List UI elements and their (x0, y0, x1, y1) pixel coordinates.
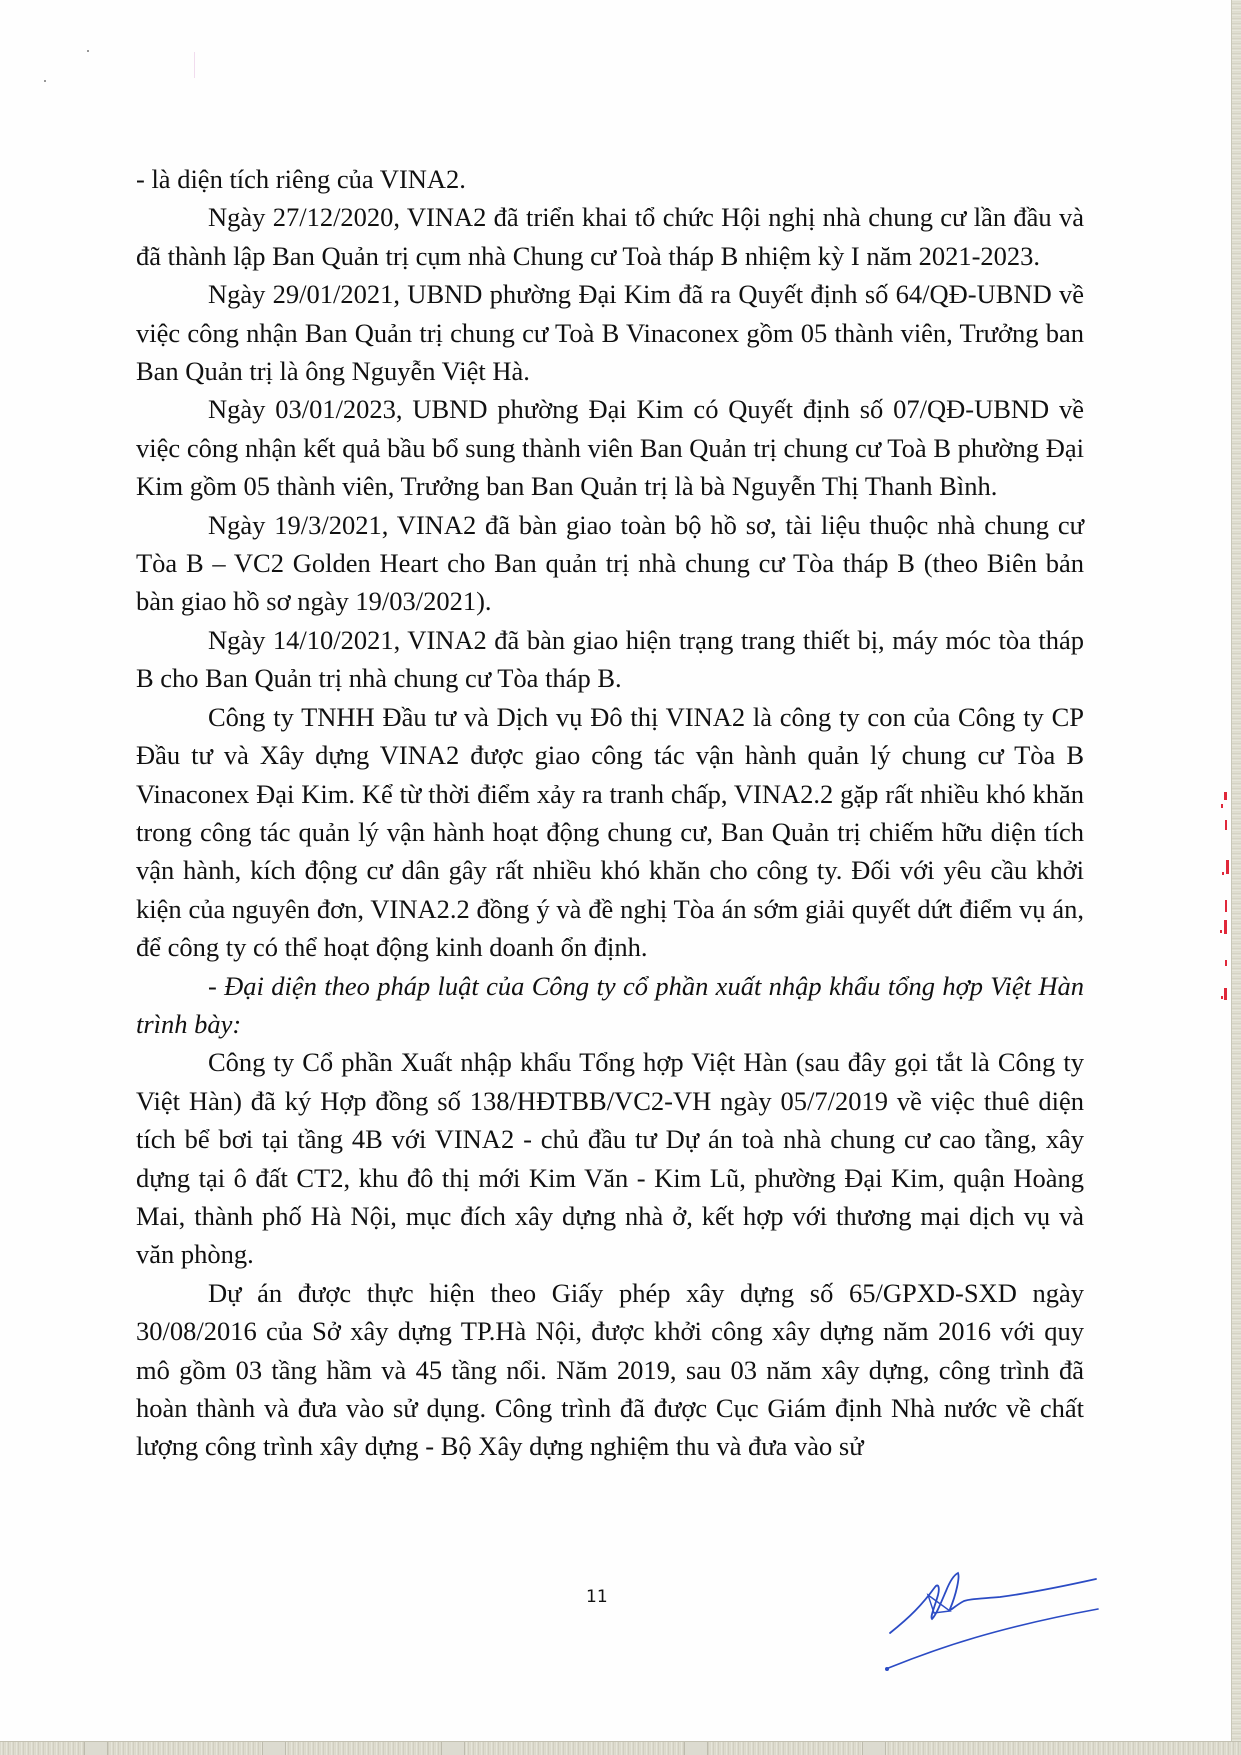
scanner-right-edge (1231, 0, 1241, 1742)
edge-segment (684, 1742, 708, 1755)
paragraph-project-permit: Dự án được thực hiện theo Giấy phép xây dựng số 65/GPXD-SXD ngày 30/08/2016 của Sở xây dựng TP.Hà Nội, được khởi công xây dựng năm 2016 với quy mô gồm 03 tầng hầm và 45 tầng nổi. Năm 2019, sau 03 năm xây dựng, công trình đã hoàn thành và đưa vào sử dụng. Công trình đã được Cục Giám định Nhà nước về chất lượng công trình xây dựng - Bộ Xây dựng nghiệm thu và đưa vào sử (136, 1277, 1084, 1462)
margin-mark (194, 52, 195, 78)
scanner-bottom-edge (0, 1741, 1241, 1755)
paragraph-handover-records: Ngày 19/3/2021, VINA2 đã bàn giao toàn bộ hồ sơ, tài liệu thuộc nhà chung cư Tòa B – VC2 Golden Heart cho Ban quản trị nhà chung cư Tòa tháp B (theo Biên bản bàn giao hồ sơ ngày 19/03/2021). (136, 509, 1084, 617)
scan-speck (44, 80, 46, 82)
paragraph-vina22-statement: Công ty TNHH Đầu tư và Dịch vụ Đô thị VINA2 là công ty con của Công ty CP Đầu tư và Xây dựng VINA2 được giao công tác vận hành quản lý chung cư Tòa B Vinaconex Đại Kim. Kể từ thời điểm xảy ra tranh chấp, VINA2.2 gặp rất nhiều khó khăn trong công tác quản lý vận hành hoạt động chung cư, Ban Quản trị chiếm hữu diện tích vận hành, kích động cư dân gây rất nhiều khó khăn cho công ty. Đối với yêu cầu khởi kiện của nguyên đơn, VINA2.2 đồng ý và đề nghị Tòa án sớm giải quyết dứt điểm vụ án, để công ty có thể hoạt động kinh doanh ổn định. (136, 701, 1084, 963)
paragraph-continuation: - là diện tích riêng của VINA2. (136, 164, 466, 194)
edge-segment (441, 1742, 465, 1755)
section-heading-viet-han: - Đại diện theo pháp luật của Công ty cổ phần xuất nhập khẩu tổng hợp Việt Hàn trình bày: (136, 970, 1084, 1039)
edge-segment (84, 1742, 108, 1755)
paragraph-handover-equipment: Ngày 14/10/2021, VINA2 đã bàn giao hiện trạng trang thiết bị, máy móc tòa tháp B cho Ban Quản trị nhà chung cư Tòa tháp B. (136, 624, 1084, 694)
body-text (136, 160, 1084, 1466)
page-number: 11 (586, 1587, 608, 1607)
edge-segment (262, 1742, 286, 1755)
paragraph-meeting-2020: Ngày 27/12/2020, VINA2 đã triển khai tổ chức Hội nghị nhà chung cư lần đầu và đã thành lập Ban Quản trị cụm nhà Chung cư Toà tháp B nhiệm kỳ I năm 2021-2023. (136, 202, 1084, 271)
paragraph-decision-07: Ngày 03/01/2023, UBND phường Đại Kim có Quyết định số 07/QĐ-UBND về việc công nhận kết quả bầu bổ sung thành viên Ban Quản trị chung cư Toà B phường Đại Kim gồm 05 thành viên, Trưởng ban Ban Quản trị là bà Nguyễn Thị Thanh Bình. (136, 394, 1084, 502)
scan-speck (87, 50, 89, 52)
edge-segment (862, 1742, 886, 1755)
paragraph-viet-han-contract: Công ty Cổ phần Xuất nhập khẩu Tổng hợp Việt Hàn (sau đây gọi tắt là Công ty Việt Hàn) đã ký Hợp đồng số 138/HĐTBB/VC2-VH ngày 05/7/2019 về việc thuê diện tích bể bơi tại tầng 4B với VINA2 - chủ đầu tư Dự án toà nhà chung cư cao tầng, xây dựng tại ô đất CT2, khu đô thị mới Kim Văn - Kim Lũ, phường Đại Kim, quận Hoàng Mai, thành phố Hà Nội, mục đích xây dựng nhà ở, kết hợp với thương mại dịch vụ và văn phòng. (136, 1047, 1084, 1270)
paragraph-decision-64: Ngày 29/01/2021, UBND phường Đại Kim đã ra Quyết định số 64/QĐ-UBND về việc công nhận Ban Quản trị chung cư Toà B Vinaconex gồm 05 thành viên, Trưởng ban Ban Quản trị là ông Nguyễn Việt Hà. (136, 279, 1084, 387)
signature-icon (860, 1565, 1100, 1675)
